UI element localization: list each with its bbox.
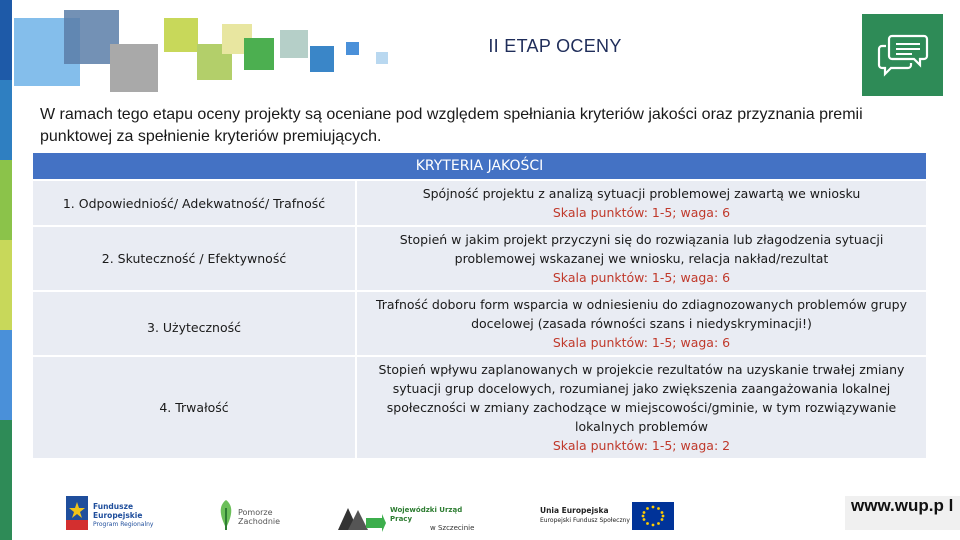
table-row: [33, 357, 926, 458]
criterion-description-cell: [357, 292, 926, 355]
chat-tile: [862, 14, 943, 96]
criterion-name: 4. Trwałość: [33, 357, 355, 458]
chat-bubbles-icon: [876, 32, 930, 82]
criterion-score: Skala punktów: 1-5; waga: 2: [552, 438, 731, 453]
page-title: II ETAP OCENY: [488, 36, 622, 56]
fe-logo-line2: Europejskie: [93, 511, 143, 520]
criterion-name: 3. Użyteczność: [33, 292, 355, 355]
table-row: [33, 227, 926, 290]
pomorze-logo-line1: Pomorze: [238, 508, 273, 517]
wup-logo-line2: w Szczecinie: [430, 524, 475, 532]
wup-logo-line1: Wojewódzki Urząd Pracy: [390, 506, 463, 523]
criterion-score: Skala punktów: 1-5; waga: 6: [552, 270, 731, 285]
table-row: [33, 181, 926, 225]
criterion-name: 2. Skuteczność / Efektywność: [33, 227, 355, 290]
criterion-name: 1. Odpowiedniość/ Adekwatność/ Trafność: [33, 181, 355, 225]
criteria-header: KRYTERIA JAKOŚCI: [33, 153, 926, 179]
criterion-description-cell: [357, 181, 926, 225]
eu-flag-icon: [632, 502, 674, 534]
criterion-description-cell: [357, 357, 926, 458]
intro-text: W ramach tego etapu oceny projekty są oceniane pod względem spełniania kryteriów jakości oraz przyznania premii punktowej za spełnienie kryteriów premiujących.: [40, 106, 863, 145]
criterion-description: Stopień wpływu zaplanowanych w projekcie rezultatów na uzyskanie trwałej zmiany sytuacji grup docelowych, rozumianej jako zwiększenia zaangażowania lokalnej społeczności w zmiany zachodzące w miejscowości/gminie, w tym rozwiązywanie lokalnych problemów: [378, 362, 905, 434]
fe-logo-line1: Fundusze: [93, 502, 134, 511]
pomorze-logo: [216, 490, 286, 538]
fe-logo-line3: Program Regionalny: [93, 521, 154, 528]
wup-logo: [336, 490, 486, 538]
criterion-description: Spójność projektu z analizą sytuacji problemowej zawartą we wniosku: [422, 186, 861, 201]
criterion-description: Stopień w jakim projekt przyczyni się do rozwiązania lub złagodzenia sytuacji problemowej wskazanej we wniosku, relacja nakład/rezultat: [399, 232, 884, 266]
ue-logo-line2: Europejski Fundusz Społeczny: [540, 517, 630, 524]
criterion-score: Skala punktów: 1-5; waga: 6: [552, 335, 731, 350]
left-color-strip: [0, 0, 12, 540]
website-url[interactable]: www.wup.p l: [845, 496, 960, 530]
criterion-description: Trafność doboru form wsparcia w odniesieniu do zdiagnozowanych problemów grupy docelowej (zasada równości szans i niedyskryminacji!): [375, 297, 907, 331]
ue-logo-line1: Unia Europejska: [540, 506, 609, 515]
criterion-score: Skala punktów: 1-5; waga: 6: [552, 205, 731, 220]
table-row: [33, 292, 926, 355]
ue-logo: [540, 490, 680, 538]
criterion-description-cell: [357, 227, 926, 290]
pomorze-logo-line2: Zachodnie: [238, 517, 281, 526]
fe-logo: [66, 490, 156, 538]
